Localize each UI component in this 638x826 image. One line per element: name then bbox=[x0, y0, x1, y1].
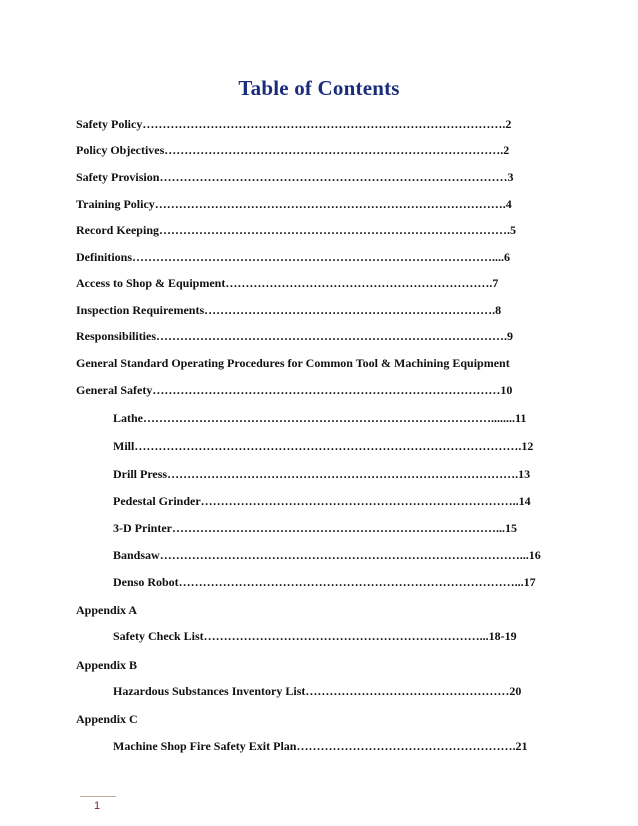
toc-entry-bandsaw: Bandsaw………………………………………………………………………………...16 bbox=[113, 548, 541, 562]
toc-entry-inspection-requirements: Inspection Requirements……………………………………………………………….8 bbox=[76, 303, 502, 317]
toc-entry-training-policy: Training Policy…………………………………………………………………………….4 bbox=[76, 197, 512, 211]
toc-entry-safety-provision: Safety Provision……………………………………………………………………………3 bbox=[76, 170, 514, 184]
toc-entry-mill: Mill…………………………………………………………………………………….12 bbox=[113, 439, 534, 453]
table-of-contents bbox=[0, 110, 638, 770]
toc-entry-denso-robot: Denso Robot…………………………………………………………………………...17 bbox=[113, 575, 536, 589]
toc-section-general-sop: General Standard Operating Procedures for Common Tool & Machining Equipment bbox=[76, 356, 510, 370]
toc-entry-responsibilities: Responsibilities…………………………………………………………………………….9 bbox=[76, 329, 514, 343]
footer-divider bbox=[80, 796, 116, 797]
toc-entry-policy-objectives: Policy Objectives………………………………………………………………………….2 bbox=[76, 143, 510, 157]
toc-entry-pedestal-grinder: Pedestal Grinder……………………………………………………………………..14 bbox=[113, 494, 531, 508]
toc-entry-fire-safety-exit-plan: Machine Shop Fire Safety Exit Plan……………………………………………….21 bbox=[113, 739, 528, 753]
toc-appendix-b: Appendix B bbox=[76, 658, 138, 672]
toc-appendix-a: Appendix A bbox=[76, 603, 138, 617]
page-number: 1 bbox=[94, 800, 101, 812]
toc-entry-drill-press: Drill Press…………………………………………………………………………….13 bbox=[113, 467, 531, 481]
toc-entry-record-keeping: Record Keeping…………………………………………………………………………….5 bbox=[76, 223, 516, 237]
toc-entry-safety-policy: Safety Policy……………………………………………………………………………….2 bbox=[76, 117, 512, 131]
toc-entry-lathe: Lathe……………………………………………………………………………........11 bbox=[113, 411, 527, 425]
toc-appendix-c: Appendix C bbox=[76, 712, 138, 726]
toc-entry-general-safety: General Safety……………………………………………………………………………10 bbox=[76, 383, 513, 397]
toc-entry-safety-check-list: Safety Check List……………………………………………………………...18-19 bbox=[113, 629, 517, 643]
toc-entry-3d-printer: 3-D Printer………………………………………………………………………...15 bbox=[113, 521, 517, 535]
page-title: Table of Contents bbox=[238, 76, 400, 100]
toc-entry-definitions: Definitions………………………………………………………………………………....6 bbox=[76, 250, 511, 264]
toc-entry-access-to-shop: Access to Shop & Equipment………………………………………………………….7 bbox=[76, 276, 499, 290]
toc-entry-hazardous-substances: Hazardous Substances Inventory List……………………………………………20 bbox=[113, 684, 522, 698]
